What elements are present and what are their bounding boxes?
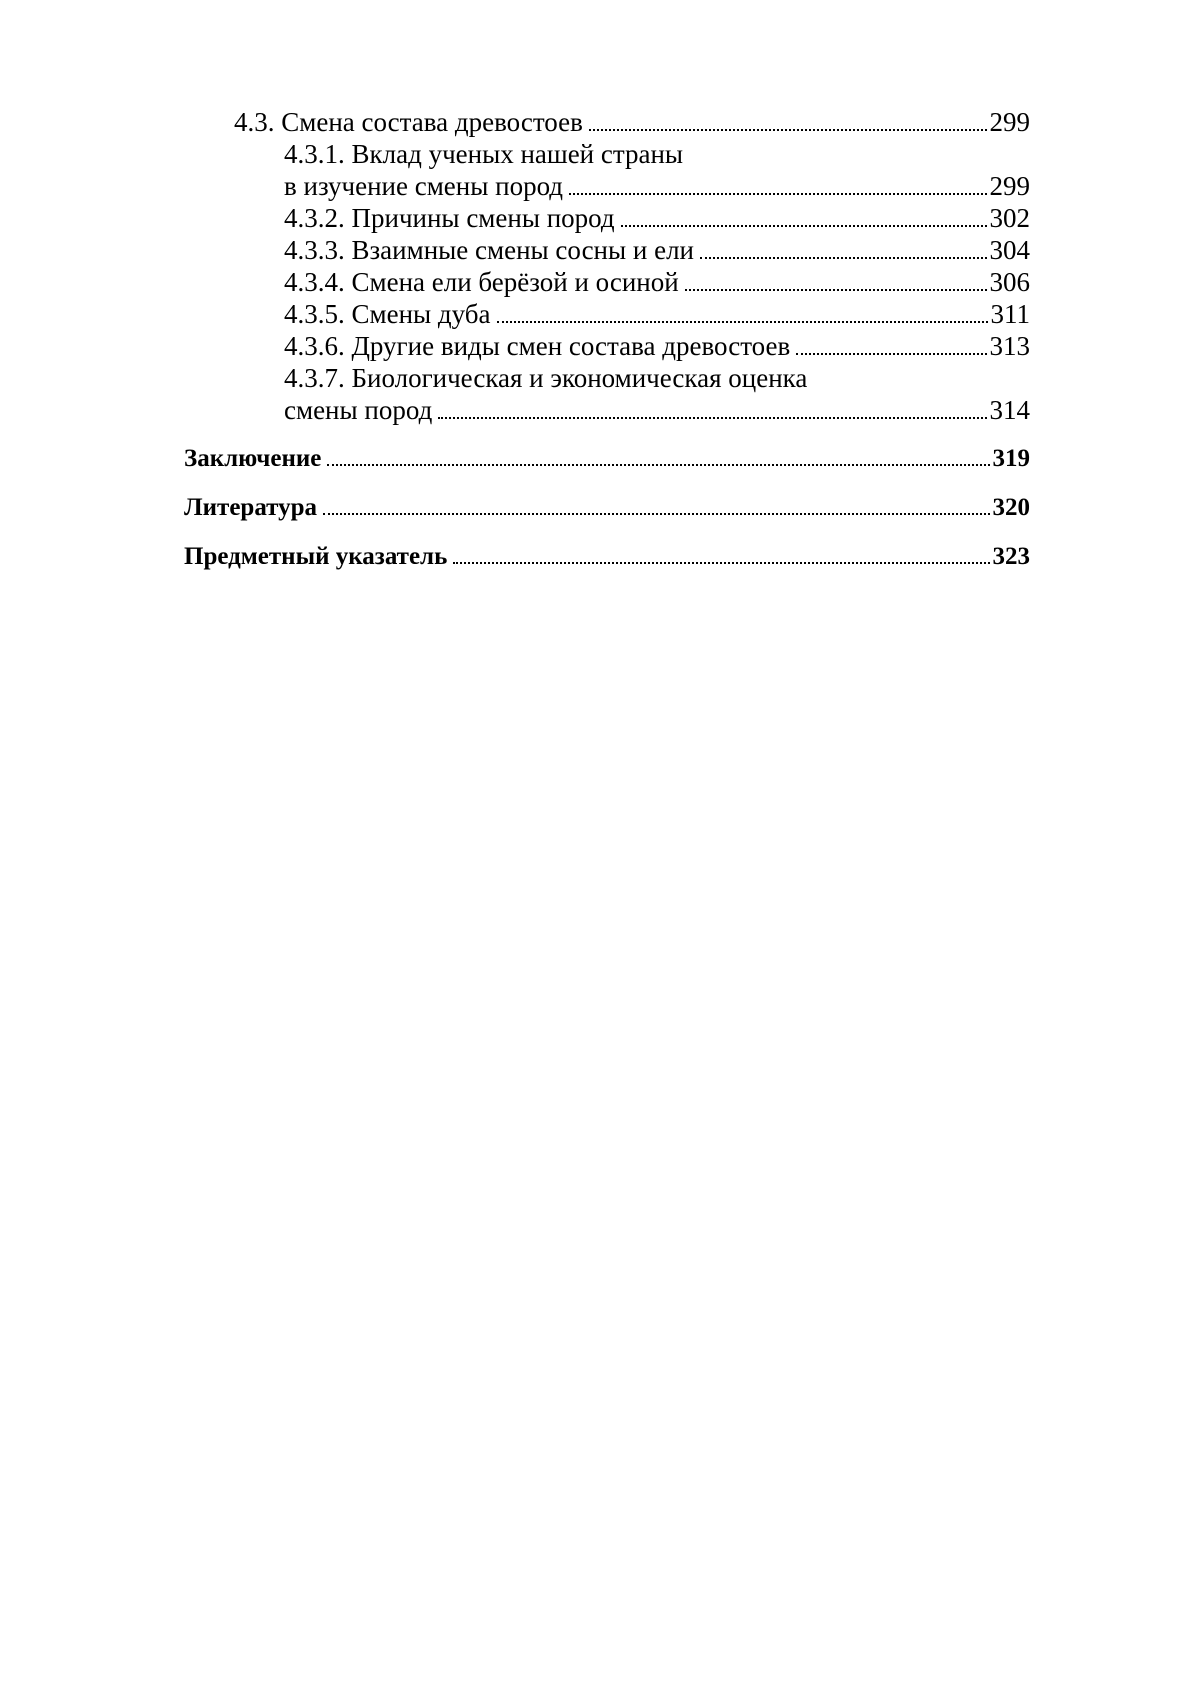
- toc-entry-title-line1: 4.3.1. Вклад ученых нашей страны: [284, 139, 684, 169]
- toc-entry-page: 320: [992, 494, 1030, 521]
- toc-entry-page: 302: [989, 203, 1030, 233]
- dot-leader: [621, 225, 987, 227]
- toc-entry-title: 4.3.3. Взаимные смены сосны и ели: [284, 235, 694, 265]
- toc-entry-page: 314: [989, 395, 1030, 425]
- toc-entry-title: Предметный указатель: [184, 543, 448, 570]
- toc-entry-page: 306: [989, 267, 1030, 297]
- toc-entry-4-3-4: [184, 266, 1030, 298]
- toc-entry-page: 299: [989, 171, 1030, 201]
- toc-entry-title: 4.3.2. Причины смены пород: [284, 203, 615, 233]
- toc-entry-page: 313: [989, 331, 1030, 361]
- toc-entry-title-line2: [184, 170, 1030, 202]
- toc-entry-page: 319: [992, 445, 1030, 472]
- dot-leader: [589, 129, 987, 131]
- toc-entry-title: 4.3.4. Смена ели берёзой и осиной: [284, 267, 679, 297]
- toc-entry-literature: [184, 492, 1030, 524]
- dot-leader: [569, 193, 986, 195]
- toc-entry-4-3-3: [184, 234, 1030, 266]
- dot-leader: [796, 353, 986, 355]
- toc-entry-page: 299: [989, 107, 1030, 137]
- toc-entry-page: 323: [992, 543, 1030, 570]
- dot-leader: [700, 257, 987, 259]
- toc-entry-title: смены пород: [284, 395, 433, 425]
- toc-entry-title: Литература: [184, 494, 318, 521]
- toc-entry-title-line2: [184, 394, 1030, 426]
- dot-leader: [453, 562, 989, 564]
- dot-leader: [685, 289, 987, 291]
- table-of-contents: [184, 106, 1030, 573]
- toc-entry-4-3: [184, 106, 1030, 138]
- toc-entry-title-line1: 4.3.7. Биологическая и экономическая оценка: [284, 363, 808, 393]
- dot-leader: [438, 417, 986, 419]
- dot-leader: [323, 513, 989, 515]
- toc-entry-title: 4.3.6. Другие виды смен состава древостоев: [284, 331, 791, 361]
- dot-leader: [327, 464, 989, 466]
- toc-entry-title: 4.3. Смена состава древостоев: [234, 107, 583, 137]
- toc-entry-subject-index: [184, 541, 1030, 573]
- toc-entry-4-3-2: [184, 202, 1030, 234]
- toc-entry-conclusion: [184, 443, 1030, 475]
- toc-entry-title: Заключение: [184, 445, 322, 472]
- toc-entry-4-3-5: [184, 298, 1030, 330]
- toc-entry-4-3-1: [184, 138, 1030, 202]
- dot-leader: [497, 321, 988, 323]
- toc-entry-title: в изучение смены пород: [284, 171, 564, 201]
- toc-entry-page: 311: [990, 299, 1030, 329]
- toc-entry-title: 4.3.5. Смены дуба: [284, 299, 491, 329]
- toc-entry-4-3-6: [184, 330, 1030, 362]
- toc-entry-4-3-7: [184, 362, 1030, 426]
- toc-entry-page: 304: [989, 235, 1030, 265]
